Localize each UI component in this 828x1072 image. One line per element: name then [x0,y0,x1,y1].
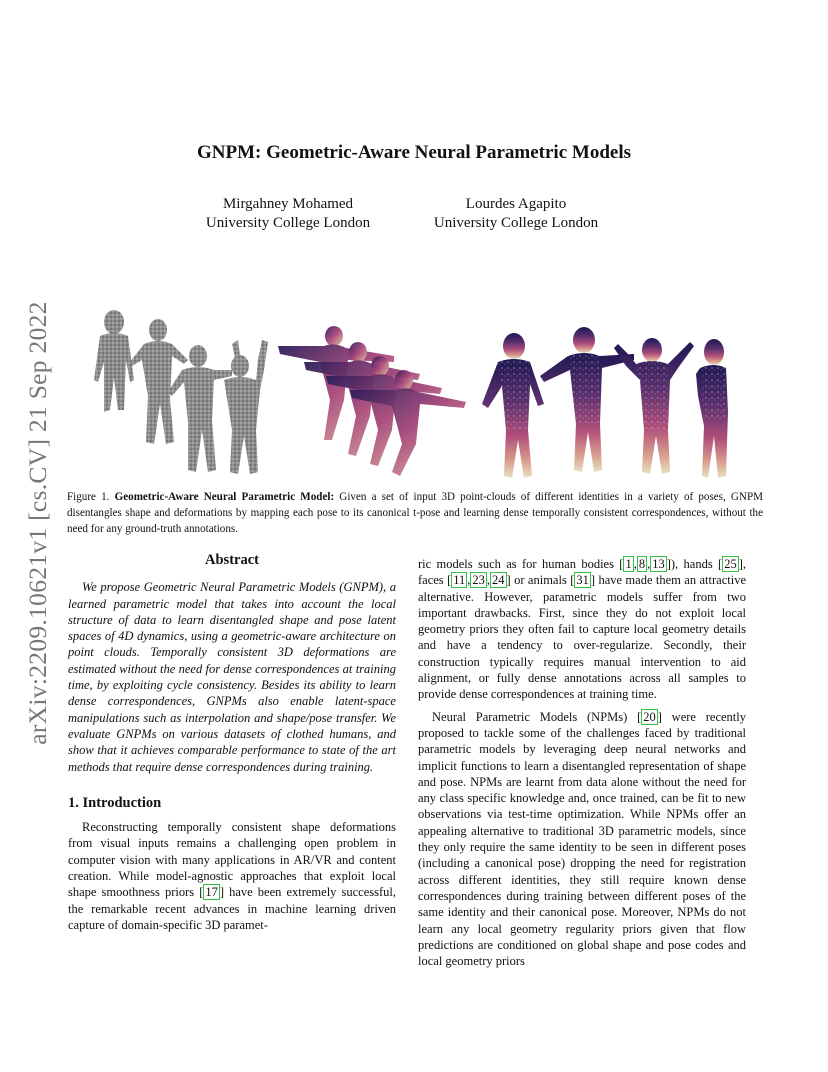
citation-link[interactable]: 25 [724,557,737,571]
citation-link[interactable]: 1 [625,557,632,571]
gray-figure [168,345,232,472]
citation-link[interactable]: 8 [638,557,646,571]
citation-link[interactable]: 23 [472,573,485,588]
arxiv-identifier [24,288,52,758]
author-block-1 [188,195,388,233]
author-name: Mirgahney Mohamed [222,196,354,212]
paper-title: GNPM: Geometric-Aware Neural Parametric Models [196,142,631,163]
citation-link[interactable]: 17 [205,885,218,900]
citation-link[interactable]: 24 [492,573,505,588]
author-block-2 [416,195,616,233]
abstract-heading: Abstract [205,552,259,568]
teaser-figure [74,300,754,478]
left-column [68,552,396,939]
colored-figure [696,339,728,478]
colored-figure [482,333,544,478]
intro-paragraph-continued: ric models such as for human bodies [ 1 , 8 , 13 ]), hands [ 25 ], faces [ 11 , 23 , 24 ] or animals [ 31 ] have made them an attractive alternative. However, parametric models suffer from two important drawbacks. First, since they do not exploit local geometry priors they often fail to capture local geometry details and have a tendency to over-regularize. Secondly, their construction typically requires manual intervention to aid alignment, or fully dense annotations across all samples to provide dense correspondences at training time. [418,557,746,702]
right-column [418,556,746,975]
figure-caption [67,489,763,537]
author-name: Lourdes Agapito [465,196,567,212]
gray-figure [94,310,134,412]
citation-link[interactable]: 31 [576,573,589,588]
input-pointclouds [94,310,268,474]
figure-caption-bold: Geometric-Aware Neural Parametric Model: [114,491,335,503]
citation-link[interactable]: 20 [643,709,656,724]
figure-label: Figure 1. [67,491,110,503]
introduction-heading: 1. Introduction [68,794,162,811]
figure-caption-text: Given a set of input 3D point-clouds of different identities in a variety of poses, GNPM disentangles shape and deformations by mapping each pose to its canonical t-pose and learning dense temporally consistent correspondences, without the need for any ground-truth annotations. [67,491,763,535]
npm-paragraph: Neural Parametric Models (NPMs) [ 20 ] were recently proposed to tackle some of the challenges faced by traditional parametric models by leveraging deep neural networks and implicit functions to learn a disentangled representation of shape and pose. NPMs are learnt from data alone without the need for any class specific knowledge and, once trained, can be fit to new observations via test-time optimization. While NPMs offer an appealing alternative to traditional 3D parametric models, since they only require the same identity to be seen in different poses (including a canonical pose) dropping the need for registration across different identities, they still require known dense correspondences during training between different poses of the same identity and their canonical pose. Moreover, NPMs do not learn any local geometry regularity priors given that flow predictions are conditioned on global shape and pose codes and local geometry priors [418,709,747,969]
arxiv-identifier-text: arXiv:2209.10621v1 [cs.CV] 21 Sep 2022 [23,301,52,745]
canonical-pose-figures [278,326,466,476]
gray-figure [224,340,268,474]
correspondence-figures [482,327,728,478]
citation-link[interactable]: 13 [652,557,665,571]
colored-figure [614,338,694,474]
abstract-body: We propose Geometric Neural Parametric Models (GNPM), a learned parametric model that takes into account the local structure of data to learn disentangled shape and pose latent spaces of 4D dynamics, using a geometric-aware architecture on point clouds. Temporally consistent 3D deformations are estimated without the need for dense correspondences at training time, by exploiting cycle consistency. Besides its ability to learn dense correspondences, GNPMs also enable latent-space manipulations such as interpolation and shape/pose transfer. We evaluate GNPMs on various datasets of clothed humans, and show that it achieves comparable performance to state of the art methods that require dense correspondences during training. [68,580,396,774]
citation-link[interactable]: 11 [453,573,466,588]
author-affiliation: University College London [205,215,371,231]
intro-paragraph: Reconstructing temporally consistent shape deformations from visual inputs remains a challenging open problem in computer vision with many applications in AR/VR and content creation. While model-agnostic approaches that exploit local shape smoothness priors [ 17 ] have been extremely successful, the remarkable recent advances in machine learning driven capture of domain-specific 3D paramet- [68,820,396,932]
author-affiliation: University College London [433,215,599,231]
